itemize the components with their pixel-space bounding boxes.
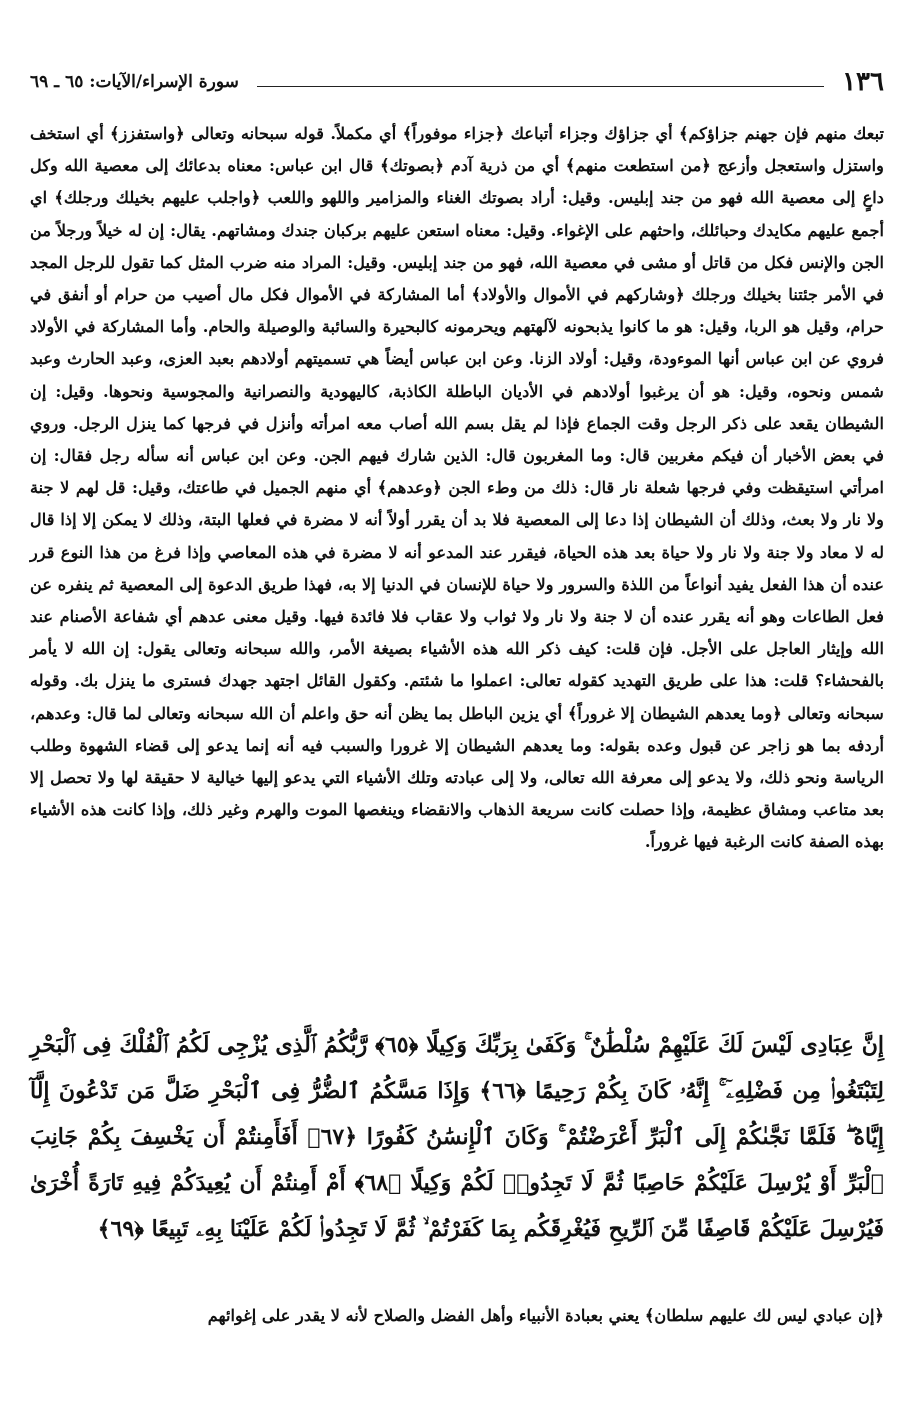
quran-verses: إِنَّ عِبَادِى لَيْسَ لَكَ عَلَيْهِمْ سُلْطَٰنٌ ۚ وَكَفَىٰ بِرَبِّكَ وَكِيلًا ﴿٦٥﴾ رَّبُّكُمُ ٱلَّذِى يُزْجِى لَكُمُ ٱلْفُلْكَ فِى ٱلْبَحْرِ لِتَبْتَغُوا۟ مِن فَضْلِهِۦٓ ۚ إِنَّهُۥ كَانَ بِكُمْ رَحِيمًا ﴿٦٦﴾ وَإِذَا مَسَّكُمُ ٱلضُّرُّ فِى ٱلْبَحْرِ ضَلَّ مَن تَدْعُونَ إِلَّآ إِيَّاهُ ۖ فَلَمَّا نَجَّىٰكُمْ إِلَى ٱلْبَرِّ أَعْرَضْتُمْ ۚ وَكَانَ ٱلْإِنسَٰنُ كَفُورًا ﴿٦٧﴾ أَفَأَمِنتُمْ أَن يَخْسِفَ بِكُمْ جَانِبَ ٱلْبَرِّ أَوْ يُرْسِلَ عَلَيْكُمْ حَاصِبًا ثُمَّ لَا تَجِدُوا۟ لَكُمْ وَكِيلًا ﴿٦٨﴾ أَمْ أَمِنتُمْ أَن يُعِيدَكُمْ فِيهِ تَارَةً أُخْرَىٰ فَيُرْسِلَ عَلَيْكُمْ قَاصِفًا مِّنَ ٱلرِّيحِ فَيُغْرِقَكُم بِمَا كَفَرْتُمْ ۙ ثُمَّ لَا تَجِدُوا۟ لَكُمْ عَلَيْنَا بِهِۦ تَبِيعًا ﴿٦٩﴾ bbox=[30, 1032, 884, 1242]
header-rule bbox=[257, 86, 824, 87]
closing-commentary bbox=[30, 1300, 884, 1332]
commentary-paragraph: تبعك منهم فإن جهنم جزاؤكم﴾ أي جزاؤك وجزاء أتباعك ﴿جزاء موفوراً﴾ أي مكملاً. قوله سبحانه وتعالى ﴿واستفزز﴾ أي استخف واستزل واستعجل وأزعج ﴿من استطعت منهم﴾ أي من ذرية آدم ﴿بصوتك﴾ قال ابن عباس: معناه بدعائك إلى معصية الله وكل داعٍ إلى معصية الله فهو من جند إبليس. وقيل: أراد بصوتك الغناء والمزامير واللهو واللعب ﴿واجلب عليهم بخيلك ورجلك﴾ اي أجمع عليهم مكايدك وحبائلك، واحثهم على الإغواء. وقيل: معناه استعن عليهم بركبان جندك ومشاتهم. يقال: إن له خيلاً ورجلاً من الجن والإنس فكل من قاتل أو مشى في معصية الله، فهو من جند إبليس. وقيل: المراد منه ضرب المثل كما تقول للرجل المجد في الأمر جئتنا بخيلك ورجلك ﴿وشاركهم في الأموال والأولاد﴾ أما المشاركة في الأموال فكل مال أصيب من حرام أو أنفق في حرام، وقيل هو الربا، وقيل: هو ما كانوا يذبحونه لآلهتهم ويحرمونه كالبحيرة والسائبة والوصيلة والحام. وأما المشاركة في الأولاد فروي عن ابن عباس أنها الموءودة، وقيل: أولاد الزنا. وعن ابن عباس أيضاً هي تسميتهم أولادهم بعبد العزى، وعبد الحارث وعبد شمس ونحوه، وقيل: هو أن يرغبوا أولادهم في الأديان الباطلة الكاذبة، كاليهودية والنصرانية والمجوسية ونحوها. وقيل: إن الشيطان يقعد على ذكر الرجل وقت الجماع فإذا لم يقل بسم الله أصاب معه امرأته وأنزل في فرجها كما ينزل الرجل. وروي في بعض الأخبار أن فيكم مغربين قال: وما المغربون قال: الذين شارك فيهم الجن. وعن ابن عباس أنه سأله رجل فقال: إن امرأتي استيقظت وفي فرجها شعلة نار قال: ذلك من وطء الجن ﴿وعدهم﴾ أي منهم الجميل في طاعتك، وقيل: قل لهم لا جنة ولا نار ولا بعث، وذلك أن الشيطان إذا دعا إلى المعصية فلا بد أن يقرر أولاً أنه لا مضرة في فعلها البتة، وذلك لا يمكن إلا إذا قال له لا معاد ولا جنة ولا نار ولا حياة بعد هذه الحياة، فيقرر عند المدعو أنه لا مضرة في هذه المعاصي وإذا فرغ من هذا النوع قرر عنده أن هذا الفعل يفيد أنواعاً من اللذة والسرور ولا حياة للإنسان في الدنيا إلا به، فهذا طريق الدعوة إلى المعصية ثم ينفره عن فعل الطاعات وهو أنه يقرر عنده أن لا جنة ولا نار ولا ثواب ولا عقاب فلا فائدة فيها. وقيل معنى عدهم أي شفاعة الأصنام عند الله وإيثار العاجل على الأجل. فإن قلت: كيف ذكر الله هذه الأشياء بصيغة الأمر، والله سبحانه وتعالى يقول: إن الله لا يأمر بالفحشاء؟ قلت: هذا على طريق التهديد كقوله تعالى: اعملوا ما شئتم. وكقول القائل اجتهد جهدك فسترى ما ينزل بك. وقوله سبحانه وتعالى ﴿وما يعدهم الشيطان إلا غروراً﴾ أي يزين الباطل بما يظن أنه حق واعلم أن الله سبحانه وتعالى لما قال: وعدهم، أردفه بما هو زاجر عن قبول وعده بقوله: وما يعدهم الشيطان إلا غرورا والسبب فيه أنه إنما يدعو إلى قضاء الشهوة وطلب الرياسة ونحو ذلك، ولا يدعو إلى معرفة الله تعالى، ولا إلى عبادته وتلك الأشياء التي يدعو إليها خيالية لا حقيقة لها ولا تحصل إلا بعد متاعب ومشاق عظيمة، وإذا حصلت كانت سريعة الذهاب والانقضاء وينغصها الموت والهرم وغير ذلك، وإذا كانت هذه الأشياء بهذه الصفة كانت الرغبة فيها غروراً. bbox=[30, 124, 884, 852]
running-head: سورة الإسراء/الآيات: ٦٥ ـ ٦٩ bbox=[30, 72, 239, 92]
closing-paragraph: ﴿إن عبادي ليس لك عليهم سلطان﴾ يعني بعبادة الأنبياء وأهل الفضل والصلاح لأنه لا يقدر على إغوائهم bbox=[207, 1306, 884, 1325]
page-number: ١٣٦ bbox=[842, 67, 884, 97]
commentary-block bbox=[30, 118, 884, 859]
quran-verses-block bbox=[30, 1022, 884, 1252]
page-header bbox=[30, 62, 884, 102]
